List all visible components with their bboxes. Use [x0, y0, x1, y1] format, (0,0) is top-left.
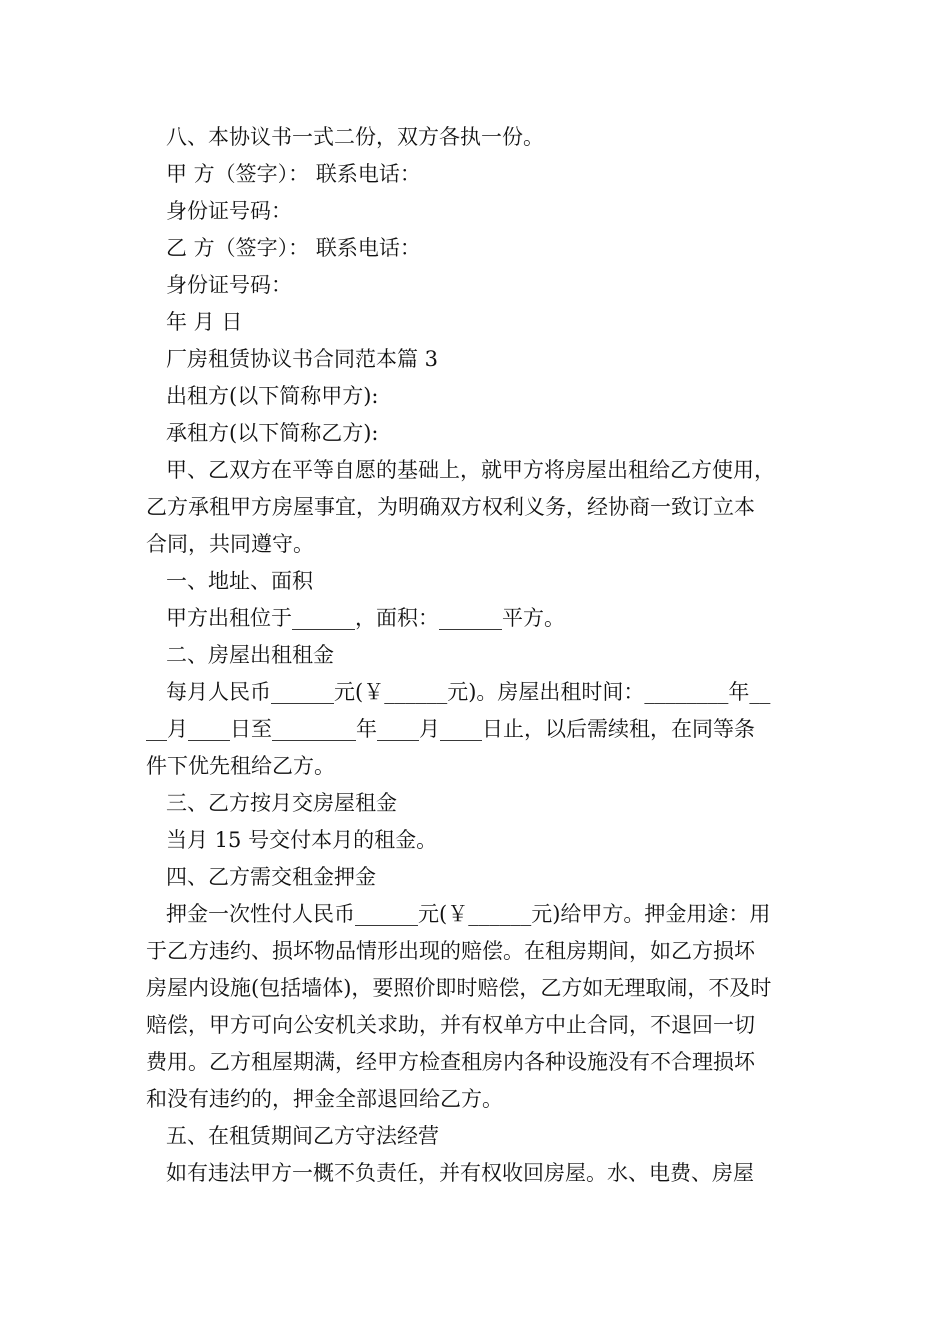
document-body: [146, 119, 818, 1192]
lawful-operation-text: 如有违法甲方一概不负责任，并有权收回房屋。水、电费、房屋: [166, 1161, 754, 1185]
monthly-payment-text: 当月 15 号交付本月的租金。: [166, 828, 438, 852]
party-b-signature-line: 乙 方（签字）： 联系电话：: [166, 236, 421, 260]
heading-deposit: 四、乙方需交租金押金: [166, 865, 376, 889]
rent-text-line-2: __月____日至________年____月____日止，以后需续租，在同等条: [146, 717, 755, 741]
rent-text-line-1: 每月人民币______元(￥______元)。房屋出租时间：________年__: [166, 680, 771, 704]
deposit-text-line-1: 押金一次性付人民币______元(￥______元)给甲方。押金用途：用: [166, 902, 771, 926]
rent-text-line-3: 件下优先租给乙方。: [146, 754, 335, 778]
deposit-text-line-3: 房屋内设施(包括墙体)，要照价即时赔偿，乙方如无理取闹，不及时: [146, 976, 772, 1000]
deposit-text-line-5: 费用。乙方租屋期满，经甲方检查租房内各种设施没有不合理损坏: [146, 1050, 755, 1074]
heading-monthly-payment: 三、乙方按月交房屋租金: [166, 791, 397, 815]
heading-lawful-operation: 五、在租赁期间乙方守法经营: [166, 1124, 439, 1148]
section-title: 厂房租赁协议书合同范本篇 3: [166, 347, 439, 371]
deposit-text-line-6: 和没有违约的，押金全部退回给乙方。: [146, 1087, 503, 1111]
lessee-line: 承租方(以下简称乙方):: [166, 421, 379, 445]
deposit-text-line-2: 于乙方违约、损坏物品情形出现的赔偿。在租房期间，如乙方损坏: [146, 939, 755, 963]
lessor-line: 出租方(以下简称甲方):: [166, 384, 379, 408]
party-b-id-line: 身份证号码：: [166, 273, 292, 297]
date-line: 年 月 日: [166, 310, 243, 334]
preamble-line-1: 甲、乙双方在平等自愿的基础上，就甲方将房屋出租给乙方使用，: [166, 458, 775, 482]
deposit-text-line-4: 赔偿，甲方可向公安机关求助，并有权单方中止合同，不退回一切: [146, 1013, 755, 1037]
heading-address-area: 一、地址、面积: [166, 569, 313, 593]
address-area-text: 甲方出租位于______，面积：______平方。: [166, 606, 565, 630]
clause-8-copies: 八、本协议书一式二份，双方各执一份。: [166, 125, 544, 149]
party-a-signature-line: 甲 方（签字）： 联系电话：: [166, 162, 421, 186]
party-a-id-line: 身份证号码：: [166, 199, 292, 223]
preamble-line-2: 乙方承租甲方房屋事宜，为明确双方权利义务，经协商一致订立本: [146, 495, 755, 519]
heading-rent: 二、房屋出租租金: [166, 643, 334, 667]
preamble-line-3: 合同，共同遵守。: [146, 532, 314, 556]
